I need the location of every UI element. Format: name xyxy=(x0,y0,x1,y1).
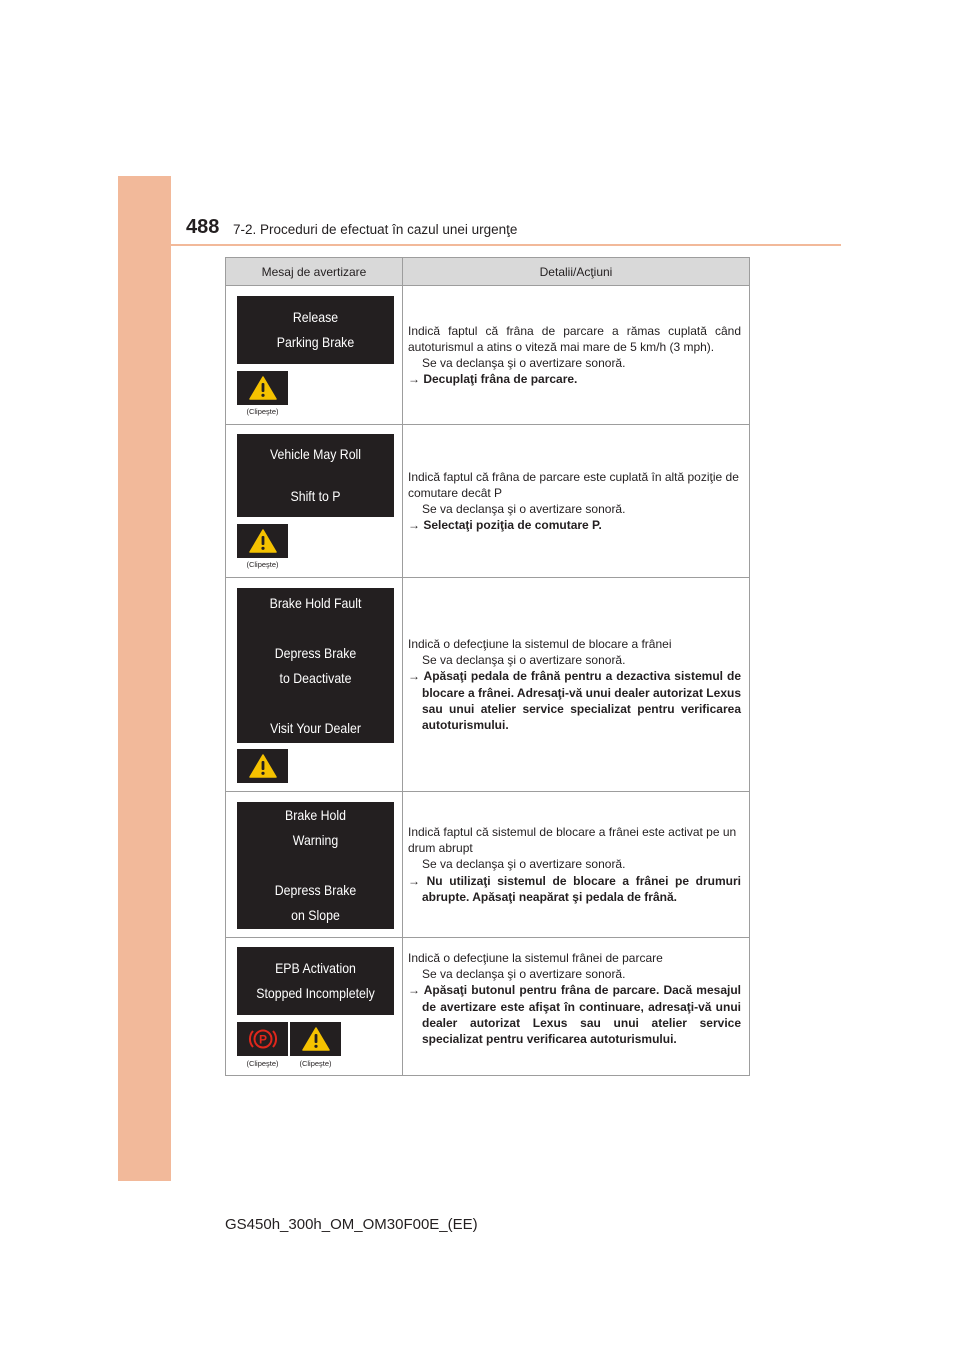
warning-triangle-icon xyxy=(237,371,288,405)
screen-line: Vehicle May Roll xyxy=(269,446,362,463)
message-cell xyxy=(226,578,403,791)
message-cell xyxy=(226,286,403,424)
details-cell xyxy=(403,286,749,424)
details-cell xyxy=(403,938,749,1075)
header-message: Mesaj de avertizare xyxy=(226,258,403,285)
screen-line: to Deactivate xyxy=(279,669,352,686)
table-row xyxy=(226,792,749,938)
description: Indică o defecţiune la sistemul de blocare a frânei xyxy=(408,636,672,651)
display-screen xyxy=(237,434,394,517)
screen-line: Shift to P xyxy=(290,487,341,504)
page-number: 488 xyxy=(186,216,220,238)
description: Indică faptul că frâna de parcare este cuplată în altă poziţie de comutare decât P xyxy=(408,469,739,500)
side-color-band xyxy=(118,176,171,1181)
details-cell xyxy=(403,792,749,937)
details-cell xyxy=(403,425,749,577)
screen-line: Visit Your Dealer xyxy=(270,719,361,736)
table-header xyxy=(226,258,749,286)
screen-line: Depress Brake xyxy=(274,644,357,661)
warning-triangle-icon xyxy=(237,749,288,783)
screen-line: Release xyxy=(292,309,339,325)
message-cell xyxy=(226,425,403,577)
note: Se va declanşa şi o avertizare sonoră. xyxy=(422,653,626,668)
details-cell xyxy=(403,578,749,791)
action: → Decuplaţi frâna de parcare. xyxy=(408,372,578,387)
screen-line: Parking Brake xyxy=(276,334,355,350)
table-row xyxy=(226,578,749,792)
note: Se va declanşa şi o avertizare sonoră. xyxy=(422,502,626,516)
screen-line: EPB Activation xyxy=(275,960,356,976)
icon-caption: (Clipeşte) xyxy=(246,1059,279,1068)
note: Se va declanşa şi o avertizare sonoră. xyxy=(422,857,626,872)
action: → Apăsaţi pedala de frână pentru a dezactiva sistemul de blocare a frânei. Adresaţi-vă unui dealer autorizat Lexus sau unui atelier service specializat pentru verificarea autoturismului. xyxy=(408,669,741,732)
note: Se va declanşa şi o avertizare sonoră. xyxy=(422,356,626,370)
icon-caption: (Clipeşte) xyxy=(246,560,279,569)
display-screen xyxy=(237,296,394,364)
screen-line: on Slope xyxy=(291,907,340,923)
warning-triangle-icon xyxy=(237,524,288,558)
document-code: GS450h_300h_OM_OM30F00E_(EE) xyxy=(225,1216,478,1233)
display-screen xyxy=(237,588,394,743)
warning-message-table xyxy=(225,257,750,1076)
header-rule xyxy=(171,244,841,246)
action: → Apăsaţi butonul pentru frâna de parcare. Dacă mesajul de avertizare este afişat în continuare, adresaţi-vă unui dealer autorizat Lexus sau unui atelier service specializat pentru verificarea autoturismului. xyxy=(408,983,741,1047)
svg-text:P: P xyxy=(258,1032,267,1047)
display-screen xyxy=(237,947,394,1015)
description: Indică faptul că sistemul de blocare a frânei este activat pe un drum abrupt xyxy=(408,824,737,856)
display-screen xyxy=(237,802,394,929)
message-cell xyxy=(226,938,403,1075)
screen-line: Stopped Incompletely xyxy=(256,985,375,1001)
header-details: Detalii/Acţiuni xyxy=(539,264,613,279)
table-row xyxy=(226,286,749,425)
warning-triangle-icon xyxy=(290,1022,341,1056)
screen-line: Brake Hold Fault xyxy=(269,594,362,611)
screen-line: Warning xyxy=(292,832,339,848)
screen-line: Depress Brake xyxy=(274,882,357,898)
icon-caption: (Clipeşte) xyxy=(299,1059,332,1068)
note: Se va declanşa şi o avertizare sonoră. xyxy=(422,967,626,982)
icon-caption: (Clipeşte) xyxy=(246,407,279,416)
section-title: 7-2. Proceduri de efectuat în cazul unei urgenţe xyxy=(233,222,518,237)
table-row xyxy=(226,938,749,1075)
action: → Selectaţi poziţia de comutare P. xyxy=(408,518,602,533)
description: Indică o defecţiune la sistemul frânei de parcare xyxy=(408,951,663,965)
page-header xyxy=(171,214,841,246)
screen-line: Brake Hold xyxy=(285,807,346,823)
table-row xyxy=(226,425,749,578)
message-cell xyxy=(226,792,403,937)
description: Indică faptul că frâna de parcare a rămas cuplată când autoturismul a atins o viteză mai mare de 5 km/h (3 mph). xyxy=(408,323,741,354)
action: → Nu utilizaţi sistemul de blocare a frânei pe drumuri abrupte. Apăsaţi neapărat şi pedala de frână. xyxy=(408,873,741,904)
parking-brake-icon xyxy=(237,1022,288,1056)
